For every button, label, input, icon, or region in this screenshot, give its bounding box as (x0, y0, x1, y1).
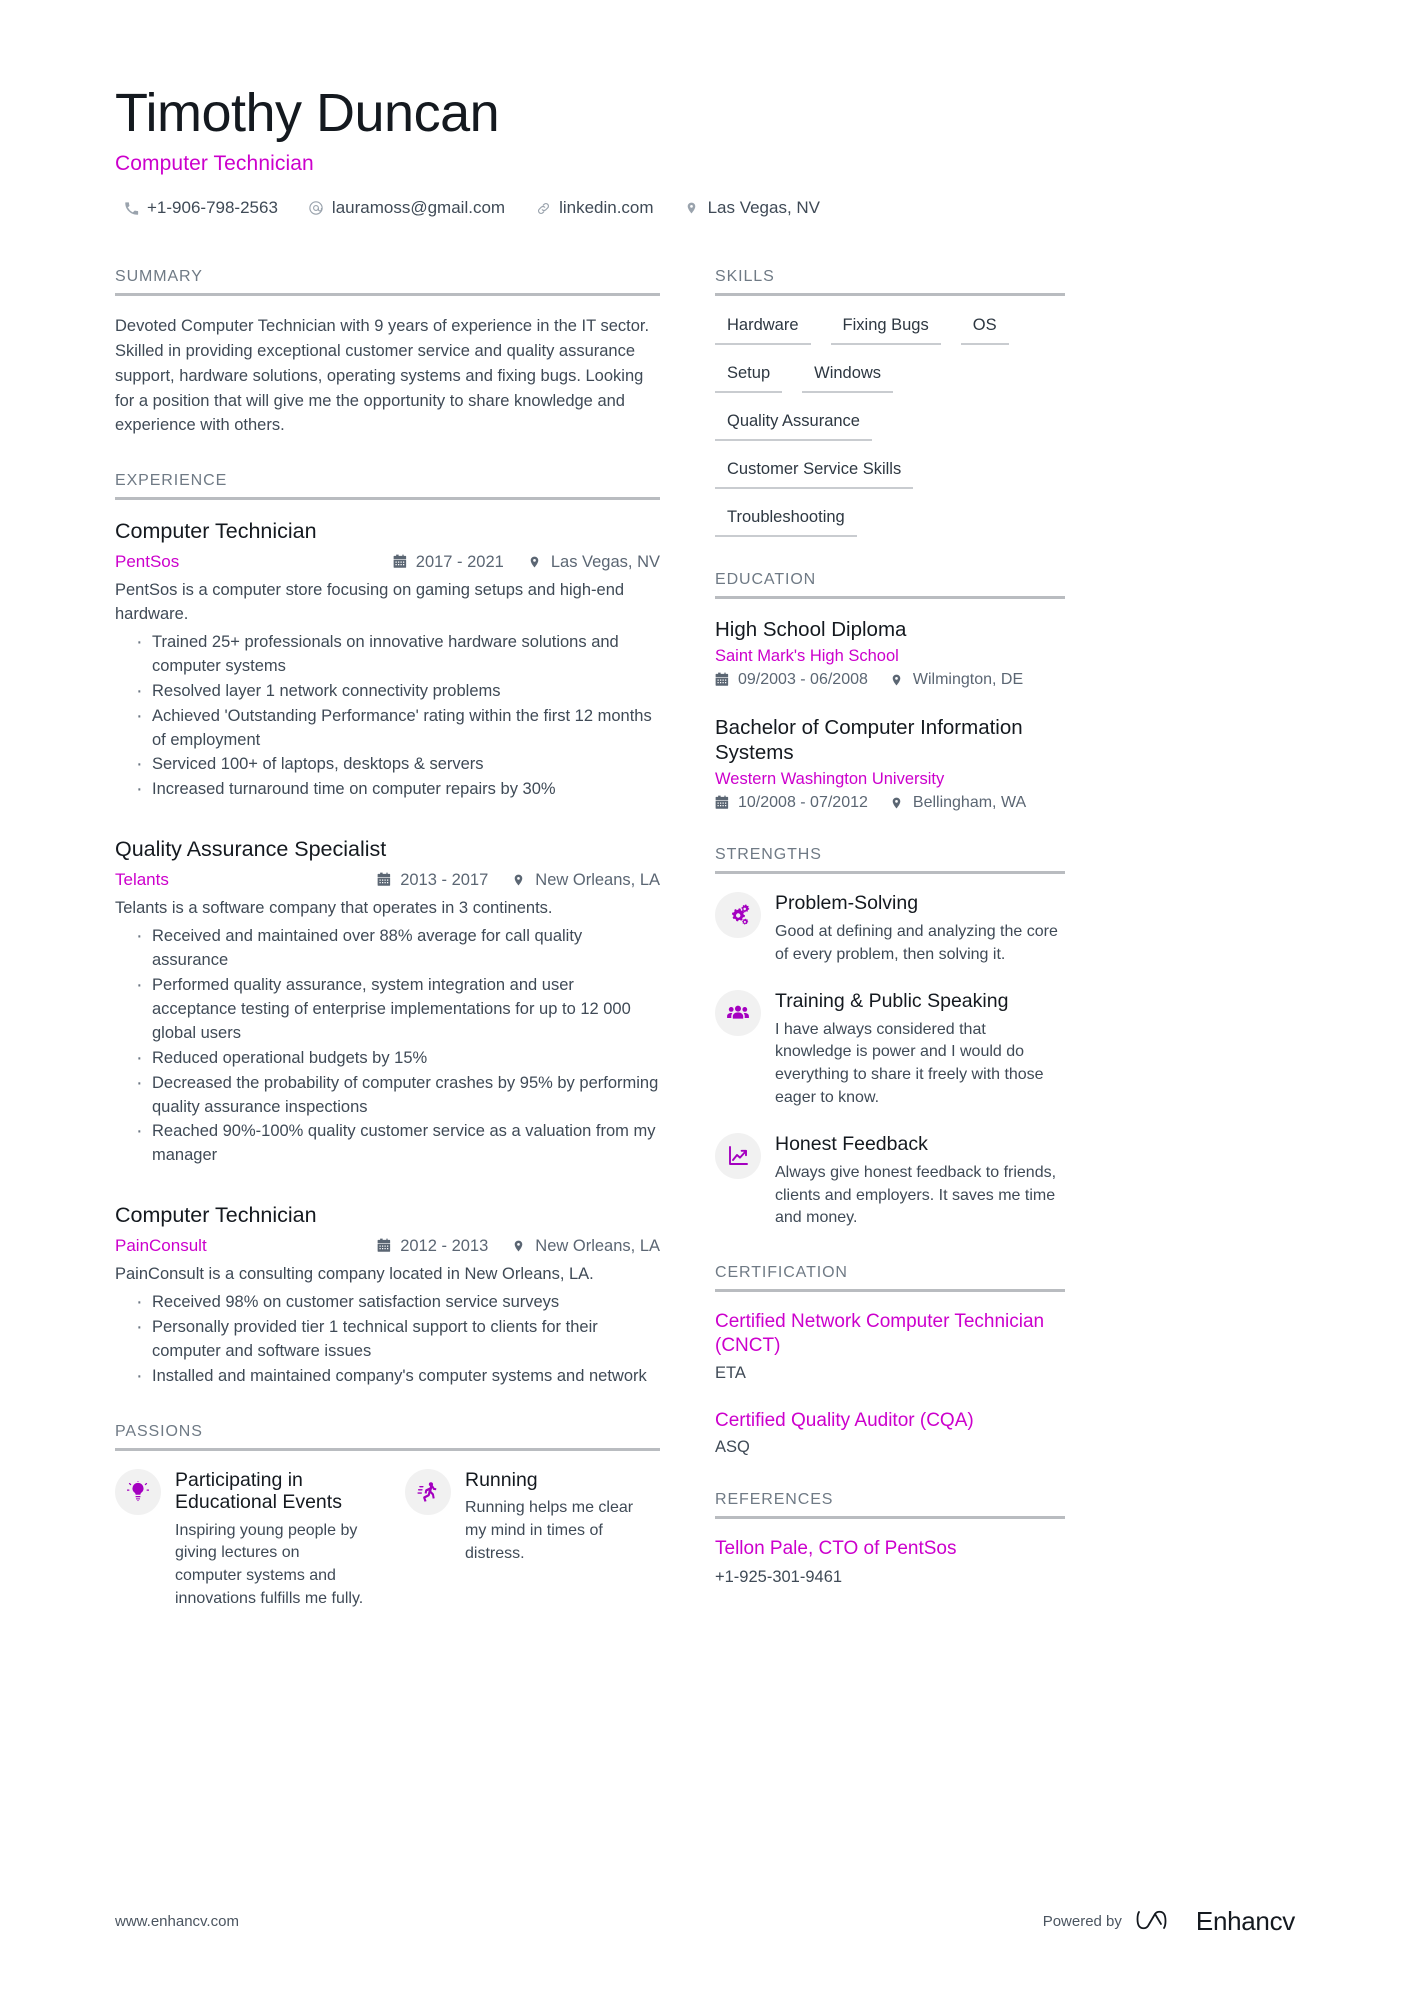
section-passions (115, 1423, 660, 1611)
experience-company: Telants (115, 870, 169, 890)
certification-name: Certified Network Computer Technician (CNCT) (715, 1311, 1045, 1356)
email-icon (308, 200, 324, 217)
location-pin-icon (890, 672, 905, 688)
passion-item (405, 1469, 657, 1611)
section-experience (115, 472, 660, 1389)
certification-name: Certified Quality Auditor (CQA) (715, 1409, 974, 1431)
experience-role: Computer Technician (115, 519, 317, 544)
running-person-icon (405, 1469, 451, 1515)
contact-phone[interactable] (123, 198, 278, 218)
location-pin-icon (684, 200, 700, 217)
calendar-icon (393, 554, 408, 570)
passion-description: Running helps me clear my mind in times of distress. (465, 1499, 634, 1562)
contact-link[interactable] (535, 198, 654, 218)
experience-dates-value: 2013 - 2017 (400, 870, 489, 889)
education-entry (715, 715, 1065, 812)
section-certification (715, 1264, 1065, 1457)
calendar-icon (377, 1238, 392, 1254)
resume-header (115, 0, 1295, 218)
strength-item (715, 892, 1065, 966)
education-list (715, 599, 1065, 812)
education-entry (715, 617, 1065, 689)
page-title: Timothy Duncan (115, 83, 500, 143)
experience-dates-value: 2017 - 2021 (415, 552, 504, 571)
location-pin-icon (512, 1238, 527, 1254)
skill-tag: Customer Service Skills (715, 458, 913, 489)
experience-dates (377, 871, 488, 890)
strength-description: I have always considered that knowledge is power and I would do everything to share it freely with those eager to know. (775, 1020, 1044, 1106)
calendar-icon (715, 672, 730, 688)
enhancv-brand[interactable] (1136, 1906, 1295, 1937)
contact-link-value: linkedin.com (559, 198, 654, 218)
strength-item (715, 990, 1065, 1109)
group-people-icon (715, 990, 761, 1036)
experience-location (512, 1237, 660, 1256)
contact-location-value: Las Vegas, NV (707, 198, 821, 218)
experience-location (512, 871, 660, 890)
skill-tag: Troubleshooting (715, 506, 857, 537)
passions-list (115, 1469, 660, 1611)
education-school: Western Washington University (715, 770, 945, 789)
experience-company: PainConsult (115, 1236, 207, 1256)
strengths-list (715, 874, 1065, 1230)
contact-email[interactable] (308, 198, 505, 218)
lightbulb-icon (115, 1469, 161, 1515)
experience-bullet: · Received 98% on customer satisfaction service surveys (136, 1291, 660, 1315)
section-heading-summary: SUMMARY (115, 268, 660, 296)
experience-bullets (115, 1291, 660, 1389)
header-job-title: Computer Technician (115, 152, 314, 176)
skill-tag: Setup (715, 362, 782, 393)
experience-role: Computer Technician (115, 1203, 317, 1228)
passion-item (115, 1469, 367, 1611)
experience-bullet: · Resolved layer 1 network connectivity problems (136, 680, 660, 704)
experience-meta (115, 870, 660, 890)
reference-entry (715, 1537, 1065, 1587)
skill-tag: Quality Assurance (715, 410, 872, 441)
right-column (715, 268, 1065, 1621)
page-footer (115, 1906, 1295, 1937)
contact-row (115, 198, 1295, 218)
certification-entry (715, 1310, 1065, 1383)
skill-tag: Windows (802, 362, 893, 393)
education-dates-value: 09/2003 - 06/2008 (738, 671, 868, 689)
strength-name: Honest Feedback (775, 1133, 928, 1156)
strength-name: Problem-Solving (775, 892, 919, 915)
link-icon (535, 200, 551, 217)
calendar-icon (715, 795, 730, 811)
powered-by-block (1043, 1906, 1295, 1937)
contact-phone-value: +1-906-798-2563 (147, 198, 278, 218)
growth-chart-icon (715, 1133, 761, 1179)
passion-name: Participating in Educational Events (175, 1468, 342, 1514)
experience-bullet: · Achieved 'Outstanding Performance' rating within the first 12 months of employment (136, 705, 660, 753)
experience-company: PentSos (115, 552, 180, 572)
experience-description: PainConsult is a consulting company located in New Orleans, LA. (115, 1265, 594, 1284)
education-meta (715, 671, 1065, 689)
education-school: Saint Mark's High School (715, 647, 899, 666)
experience-bullets (115, 631, 660, 802)
certification-list (715, 1292, 1065, 1457)
left-column (115, 268, 660, 1644)
education-degree: Bachelor of Computer Information Systems (715, 716, 1023, 765)
gears-icon (715, 892, 761, 938)
experience-location-value: Las Vegas, NV (550, 552, 660, 571)
experience-location (528, 553, 660, 572)
reference-name: Tellon Pale, CTO of PentSos (715, 1538, 957, 1560)
experience-description: Telants is a software company that operates in 3 continents. (115, 899, 553, 918)
contact-location (684, 198, 820, 218)
section-heading-experience: EXPERIENCE (115, 472, 660, 500)
enhancv-logo-icon (1136, 1906, 1186, 1937)
phone-icon (123, 200, 139, 217)
experience-location-value: New Orleans, LA (535, 870, 660, 889)
education-location-value: Wilmington, DE (912, 671, 1024, 689)
experience-meta (115, 552, 660, 572)
education-dates (715, 794, 868, 812)
experience-bullet: · Installed and maintained company's computer systems and network (136, 1365, 660, 1389)
section-heading-skills: SKILLS (715, 268, 1065, 296)
certification-issuer: ETA (715, 1363, 746, 1382)
resume-columns (115, 268, 1295, 1644)
experience-bullet: · Personally provided tier 1 technical support to clients for their computer and software issues (136, 1316, 660, 1364)
experience-bullets (115, 925, 660, 1168)
education-location-value: Bellingham, WA (912, 794, 1027, 812)
skill-tag: Hardware (715, 314, 811, 345)
section-heading-education: EDUCATION (715, 571, 1065, 599)
experience-dates-value: 2012 - 2013 (400, 1236, 489, 1255)
experience-bullet: · Decreased the probability of computer crashes by 95% by performing quality assurance inspections (136, 1072, 660, 1120)
section-summary (115, 268, 660, 438)
experience-location-value: New Orleans, LA (535, 1236, 660, 1255)
strength-description: Always give honest feedback to friends, clients and employers. It saves me time and money. (775, 1163, 1057, 1227)
experience-meta (115, 1236, 660, 1256)
experience-bullet: · Serviced 100+ of laptops, desktops & servers (136, 753, 660, 777)
location-pin-icon (528, 554, 543, 570)
experience-role: Quality Assurance Specialist (115, 837, 387, 862)
education-meta (715, 794, 1065, 812)
calendar-icon (377, 872, 392, 888)
experience-bullet: · Performed quality assurance, system integration and user acceptance testing of enterprise implementations for up to 12 000 global users (136, 974, 660, 1046)
footer-url[interactable]: www.enhancv.com (115, 1913, 239, 1930)
summary-text: Devoted Computer Technician with 9 years of experience in the IT sector. Skilled in providing exceptional customer service and quality assurance support, hardware solutions, operating systems and fixing bugs. Looking for a position that will give me the opportunity to share knowledge and experience with others. (115, 317, 650, 435)
section-heading-certification: CERTIFICATION (715, 1264, 1065, 1292)
experience-entry (115, 518, 660, 802)
experience-bullet: · Reduced operational budgets by 15% (136, 1047, 660, 1071)
experience-description: PentSos is a computer store focusing on gaming setups and high-end hardware. (115, 581, 625, 623)
contact-email-value: lauramoss@gmail.com (331, 198, 506, 218)
experience-bullet: · Reached 90%-100% quality customer service as a valuation from my manager (136, 1120, 660, 1168)
experience-bullet: · Received and maintained over 88% average for call quality assurance (136, 925, 660, 973)
section-education (715, 571, 1065, 812)
section-heading-references: REFERENCES (715, 1491, 1065, 1519)
location-pin-icon (512, 872, 527, 888)
experience-entry (115, 836, 660, 1168)
references-list (715, 1519, 1065, 1587)
section-references (715, 1491, 1065, 1587)
section-heading-passions: PASSIONS (115, 1423, 660, 1451)
experience-list (115, 500, 660, 1389)
certification-entry (715, 1409, 1065, 1458)
passion-description: Inspiring young people by giving lectures on computer systems and innovations fulfills me fully. (175, 1521, 364, 1607)
experience-dates (377, 1237, 488, 1256)
skills-list (715, 314, 1065, 537)
section-skills (715, 268, 1065, 537)
reference-phone: +1-925-301-9461 (715, 1568, 843, 1587)
experience-dates (393, 553, 504, 572)
skill-tag: Fixing Bugs (831, 314, 941, 345)
education-dates (715, 671, 868, 689)
strength-name: Training & Public Speaking (775, 990, 1009, 1013)
education-location (890, 794, 1026, 812)
education-location (890, 671, 1023, 689)
certification-issuer: ASQ (715, 1438, 750, 1457)
strength-description: Good at defining and analyzing the core of every problem, then solving it. (775, 922, 1058, 963)
experience-entry (115, 1202, 660, 1388)
powered-by-label: Powered by (1042, 1913, 1122, 1930)
education-dates-value: 10/2008 - 07/2012 (738, 794, 868, 812)
experience-bullet: · Increased turnaround time on computer repairs by 30% (136, 778, 660, 802)
location-pin-icon (890, 795, 905, 811)
skill-tag: OS (961, 314, 1009, 345)
enhancv-brand-name: Enhancv (1195, 1906, 1295, 1936)
passion-name: Running (465, 1468, 538, 1491)
strength-item (715, 1133, 1065, 1230)
education-degree: High School Diploma (715, 618, 907, 642)
section-strengths (715, 846, 1065, 1230)
section-heading-strengths: STRENGTHS (715, 846, 1065, 874)
experience-bullet: · Trained 25+ professionals on innovative hardware solutions and computer systems (136, 631, 660, 679)
